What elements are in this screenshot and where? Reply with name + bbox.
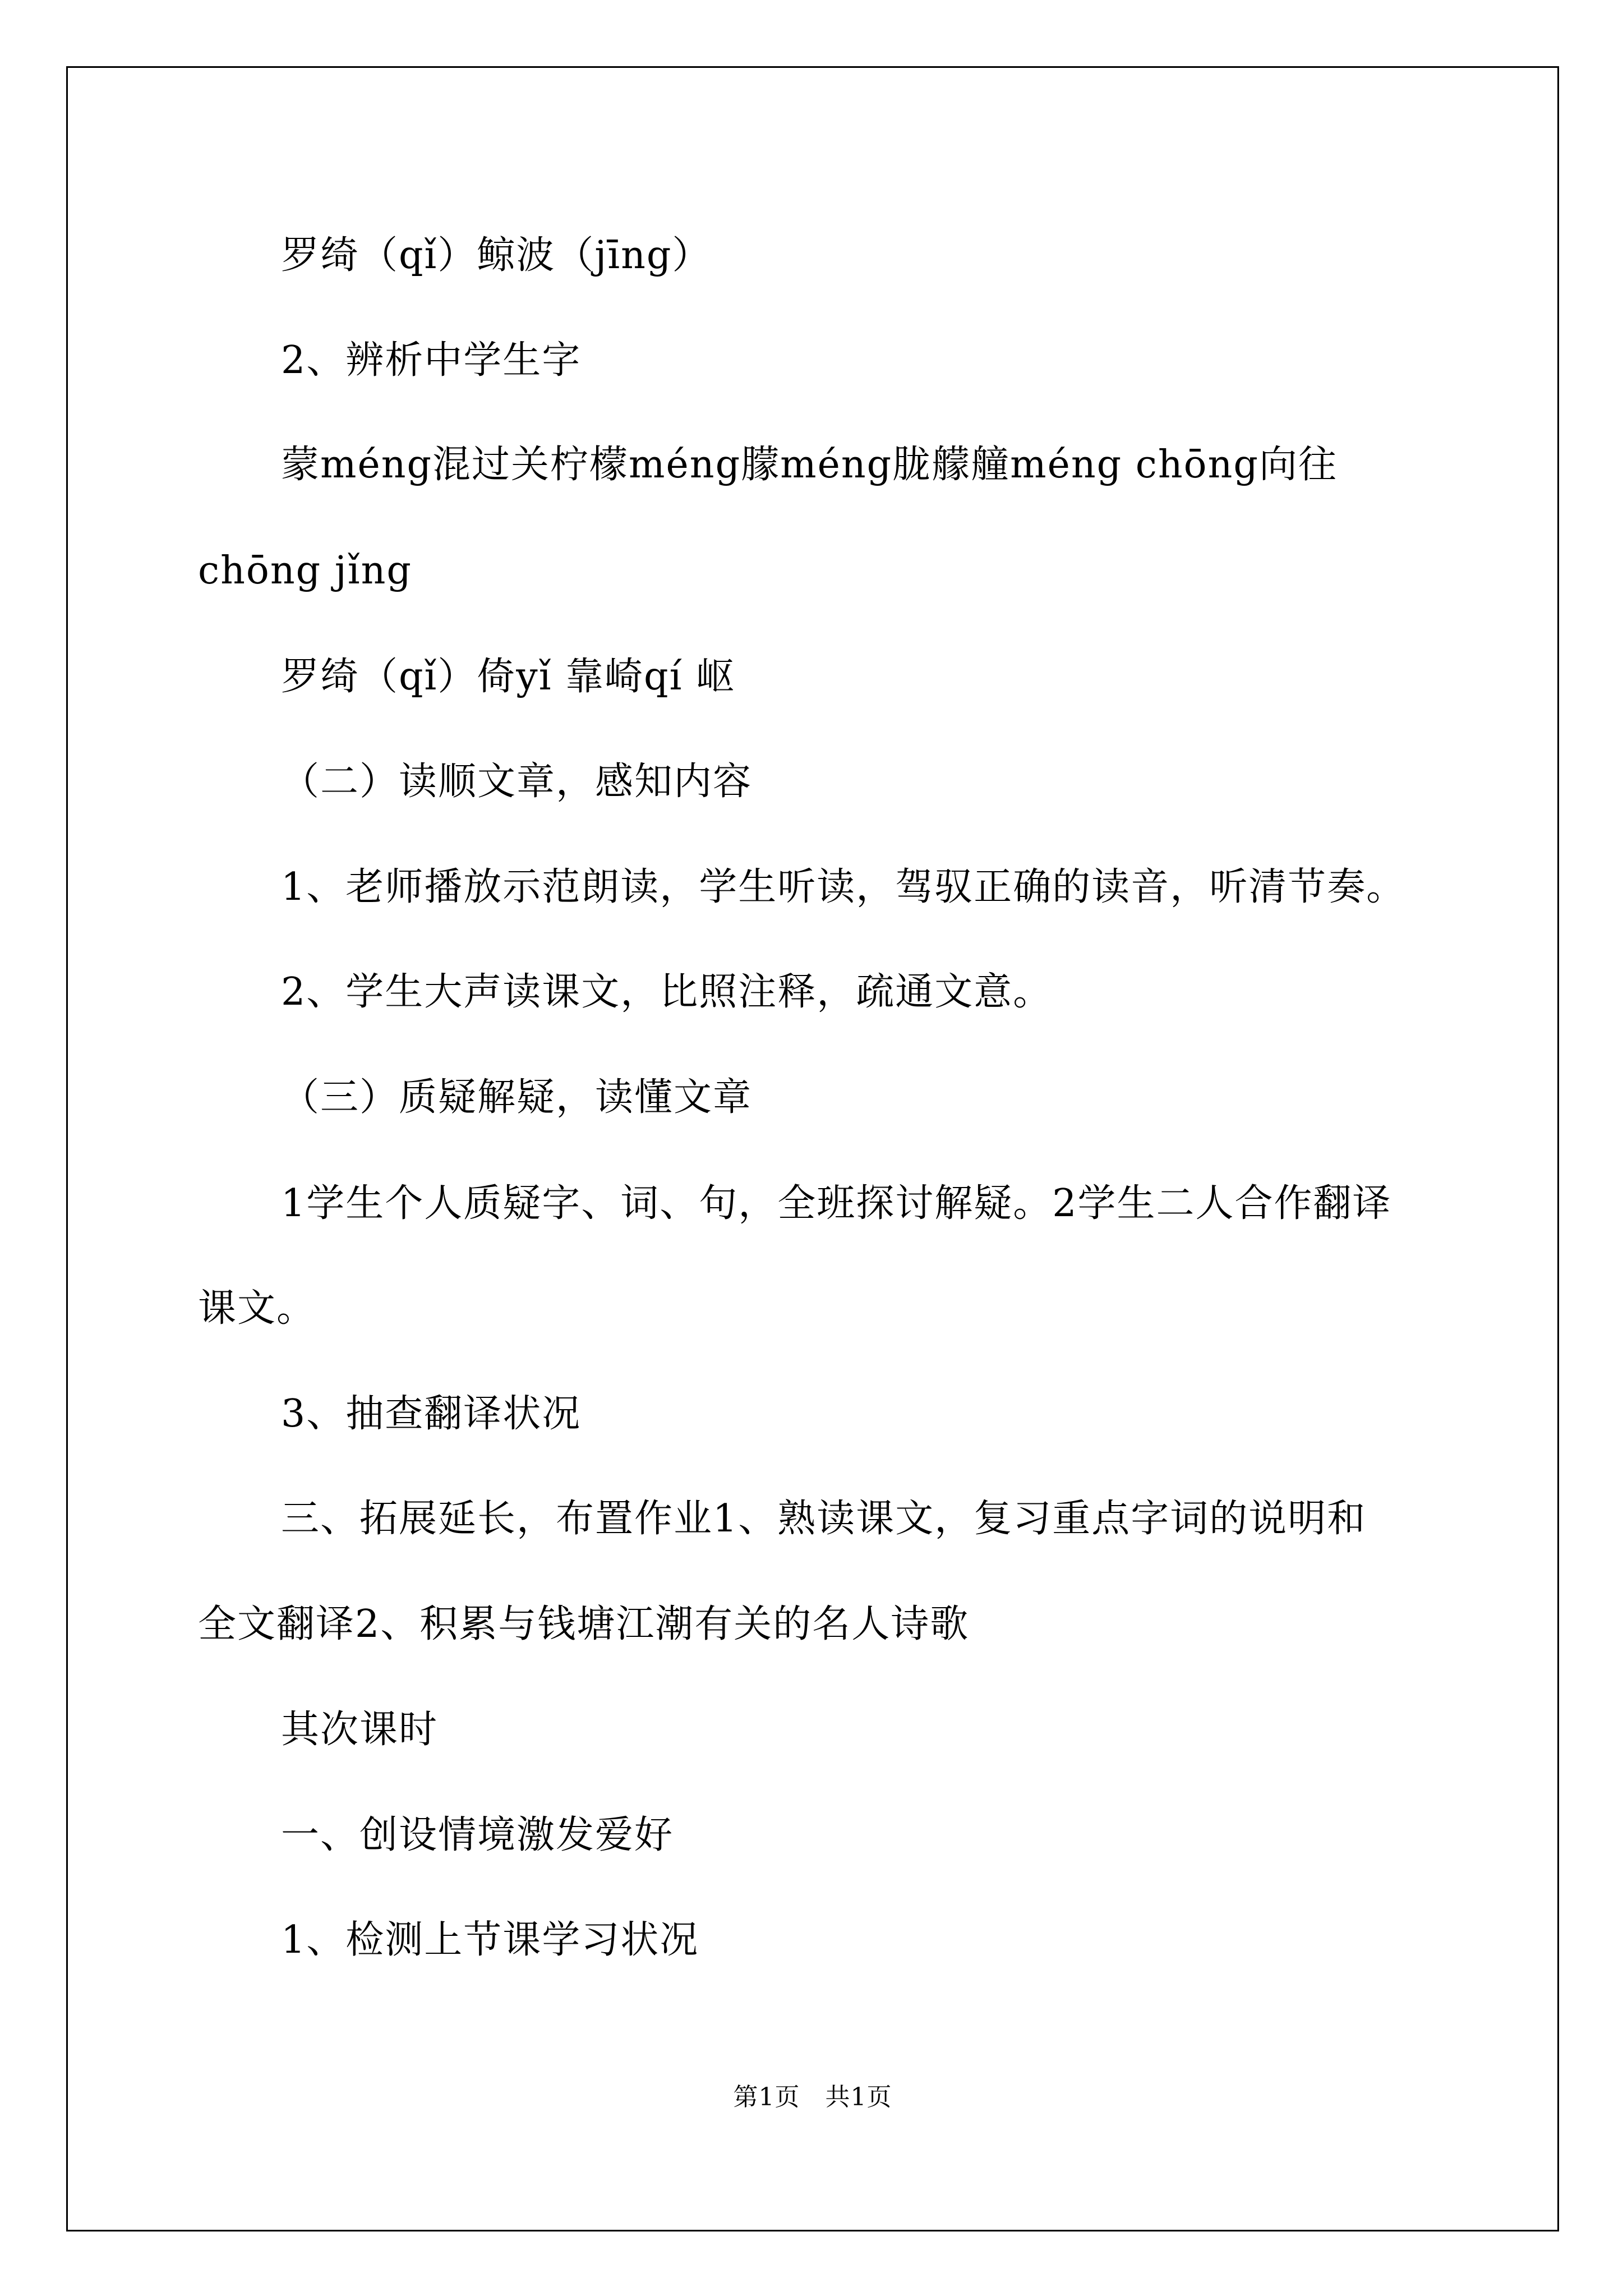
text-line: 其次课时 [281, 1708, 439, 1752]
text-line: 课文。 [198, 1286, 316, 1331]
text-line: 三、拓展延长，布置作业1、熟读课文，复习重点字词的说明和 [281, 1497, 1367, 1541]
text-line: 2、学生大声读课文，比照注释，疏通文意。 [281, 970, 1053, 1014]
text-line: 1、检测上节课学习状况 [281, 1918, 699, 1962]
text-line: 罗绮（qǐ）倚yǐ 靠崎qí 岖 [281, 655, 735, 699]
text-line: 全文翻译2、积累与钱塘江潮有关的名人诗歌 [198, 1602, 970, 1646]
text-line: 1学生个人质疑字、词、句，全班探讨解疑。2学生二人合作翻译 [281, 1181, 1392, 1226]
text-line: （三）质疑解疑，读懂文章 [281, 1075, 753, 1120]
page-number-footer: 第1页 共1页 [733, 2083, 892, 2111]
text-line: 一、创设情境激发爱好 [281, 1813, 674, 1857]
text-line: 罗绮（qǐ）鲸波（jīng） [281, 233, 712, 278]
text-line: 3、抽查翻译状况 [281, 1392, 582, 1436]
page-frame [66, 66, 1559, 2231]
text-line: 2、辨析中学生字 [281, 338, 582, 383]
text-line: 1、老师播放示范朗读，学生听读，驾驭正确的读音，听清节奏。 [281, 865, 1406, 909]
text-line: chōng jǐng [198, 549, 412, 593]
document-body [68, 68, 1557, 2230]
text-line: 蒙méng混过关柠檬méng朦méng胧艨艟méng chōng向往 [281, 443, 1338, 487]
text-line: （二）读顺文章，感知内容 [281, 760, 753, 804]
